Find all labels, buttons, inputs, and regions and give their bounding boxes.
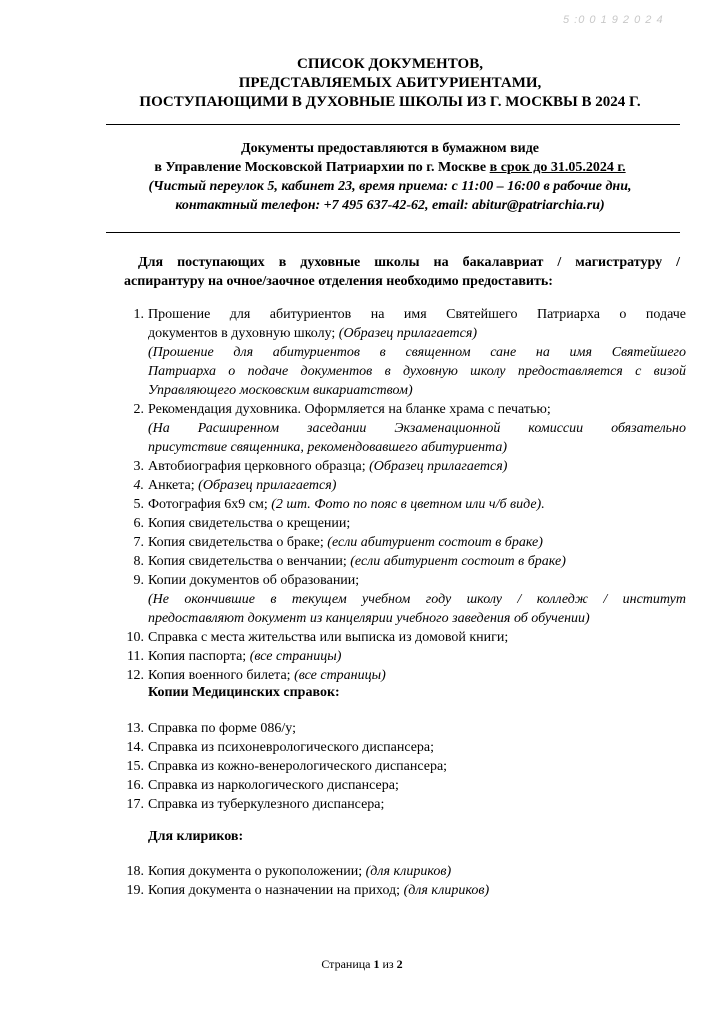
notice-line xyxy=(100,177,680,196)
list-item xyxy=(116,495,686,514)
clergy-list xyxy=(116,862,686,900)
item-text: Справка из кожно-венерологического диспансера; xyxy=(148,759,448,774)
scan-stamp: 5 :0 0 1 9 2 0 2 4 xyxy=(563,14,664,26)
item-number: 11. xyxy=(127,649,144,664)
list-item xyxy=(116,552,686,571)
list-item xyxy=(116,305,686,400)
item-text: Автобиография церковного образца; (Образец прилагается) xyxy=(148,459,508,474)
item-text: Прошение для абитуриентов на имя Святейшего Патриарха о подаче xyxy=(148,307,686,322)
item-number: 10. xyxy=(126,630,144,645)
list-item xyxy=(116,738,686,757)
item-number: 12. xyxy=(126,668,144,683)
title-line: ПРЕДСТАВЛЯЕМЫХ АБИТУРИЕНТАМИ, xyxy=(238,75,542,91)
documents-list xyxy=(116,305,686,685)
item-text: Справка из туберкулезного диспансера; xyxy=(148,797,385,812)
title-line: ПОСТУПАЮЩИМИ В ДУХОВНЫЕ ШКОЛЫ ИЗ Г. МОСКВЫ В 2024 Г. xyxy=(139,94,641,110)
item-number: 13. xyxy=(126,721,144,736)
list-item xyxy=(116,457,686,476)
item-text: Справка из наркологического диспансера; xyxy=(148,778,399,793)
item-number: 2. xyxy=(133,402,144,417)
item-number: 6. xyxy=(133,516,144,531)
divider xyxy=(106,232,680,233)
notice-contacts: контактный телефон: +7 495 637-42-62, email: abitur@patriarchia.ru) xyxy=(175,198,605,213)
clergy-heading: Для клириков: xyxy=(148,829,244,844)
submission-notice xyxy=(100,139,680,215)
notice-line xyxy=(100,196,680,215)
item-number: 17. xyxy=(126,797,144,812)
item-text: Копия документа о рукоположении; (для клириков) xyxy=(148,864,452,879)
item-number: 4. xyxy=(133,478,144,493)
item-text: Копия военного билета; (все страницы) xyxy=(148,668,386,683)
item-text: Рекомендация духовника. Оформляется на бланке храма с печатью; xyxy=(148,402,551,417)
item-text: Копия документа о назначении на приход; (для клириков) xyxy=(148,883,490,898)
item-number: 7. xyxy=(133,535,144,550)
item-number: 1. xyxy=(133,307,144,322)
item-text: Справка из психоневрологического диспансера; xyxy=(148,740,435,755)
item-number: 14. xyxy=(126,740,144,755)
intro-line: Для поступающих в духовные школы на бакалавриат / магистратуру / xyxy=(138,255,680,270)
page-number: Страница 1 из 2 xyxy=(321,957,403,971)
item-text: Копия свидетельства о крещении; xyxy=(148,516,351,531)
item-note: предоставляют документ из канцелярии учебного заведения об обучении) xyxy=(148,611,590,626)
item-text: Справка по форме 086/у; xyxy=(148,721,296,736)
item-text: документов в духовную школу; (Образец прилагается) xyxy=(148,326,478,341)
item-number: 3. xyxy=(133,459,144,474)
notice-address: (Чистый переулок 5, кабинет 23, время приема: с 11:00 – 16:00 в рабочие дни, xyxy=(148,179,632,194)
item-note: (На Расширенном заседании Экзаменационной комиссии обязательно xyxy=(148,421,686,436)
item-number: 18. xyxy=(126,864,144,879)
document-title xyxy=(100,55,680,112)
list-item xyxy=(116,628,686,647)
list-item xyxy=(116,400,686,457)
item-number: 19. xyxy=(126,883,144,898)
item-number: 15. xyxy=(126,759,144,774)
notice-line xyxy=(100,158,680,177)
notice-line: Документы предоставляются в бумажном виде xyxy=(240,141,539,156)
notice-text: в Управление Московской Патриархии по г. Москве xyxy=(154,160,490,175)
item-number: 5. xyxy=(133,497,144,512)
list-item xyxy=(116,514,686,533)
list-item xyxy=(116,795,686,814)
list-item xyxy=(116,757,686,776)
item-text: Фотография 6х9 см; (2 шт. Фото по пояс в цветном или ч/б виде). xyxy=(148,497,545,512)
list-item xyxy=(116,571,686,628)
item-note: (Прошение для абитуриентов в священном сане на имя Святейшего xyxy=(148,345,686,360)
list-item xyxy=(116,647,686,666)
title-line: СПИСОК ДОКУМЕНТОВ, xyxy=(297,56,483,72)
intro-paragraph xyxy=(124,253,680,291)
list-item xyxy=(116,719,686,738)
item-note: (Не окончившие в текущем учебном году школу / колледж / институт xyxy=(148,592,686,607)
item-number: 16. xyxy=(126,778,144,793)
item-text: Анкета; (Образец прилагается) xyxy=(148,478,337,493)
medical-heading: Копии Медицинских справок: xyxy=(148,685,340,700)
divider xyxy=(106,124,680,125)
medical-list xyxy=(116,719,686,814)
item-number: 9. xyxy=(133,573,144,588)
item-text: Справка с места жительства или выписка из домовой книги; xyxy=(148,630,509,645)
item-note: присутствие священника, рекомендовавшего абитуриента) xyxy=(148,440,508,455)
item-text: Копия паспорта; (все страницы) xyxy=(148,649,342,664)
list-item xyxy=(116,533,686,552)
list-item xyxy=(116,881,686,900)
list-item xyxy=(116,862,686,881)
item-note: Управляющего московским викариатством) xyxy=(148,383,413,398)
item-text: Копия свидетельства о браке; (если абитуриент состоит в браке) xyxy=(148,535,543,550)
item-text: Копии документов об образовании; xyxy=(148,573,360,588)
list-item xyxy=(116,476,686,495)
item-number: 8. xyxy=(133,554,144,569)
deadline: в срок до 31.05.2024 г. xyxy=(489,160,626,175)
list-item xyxy=(116,776,686,795)
item-text: Копия свидетельства о венчании; (если абитуриент состоит в браке) xyxy=(148,554,566,569)
item-note: Патриарха о подаче документов в духовную школу предоставляется с визой xyxy=(148,364,686,379)
intro-line: аспирантуру на очное/заочное отделения необходимо предоставить: xyxy=(124,274,553,289)
